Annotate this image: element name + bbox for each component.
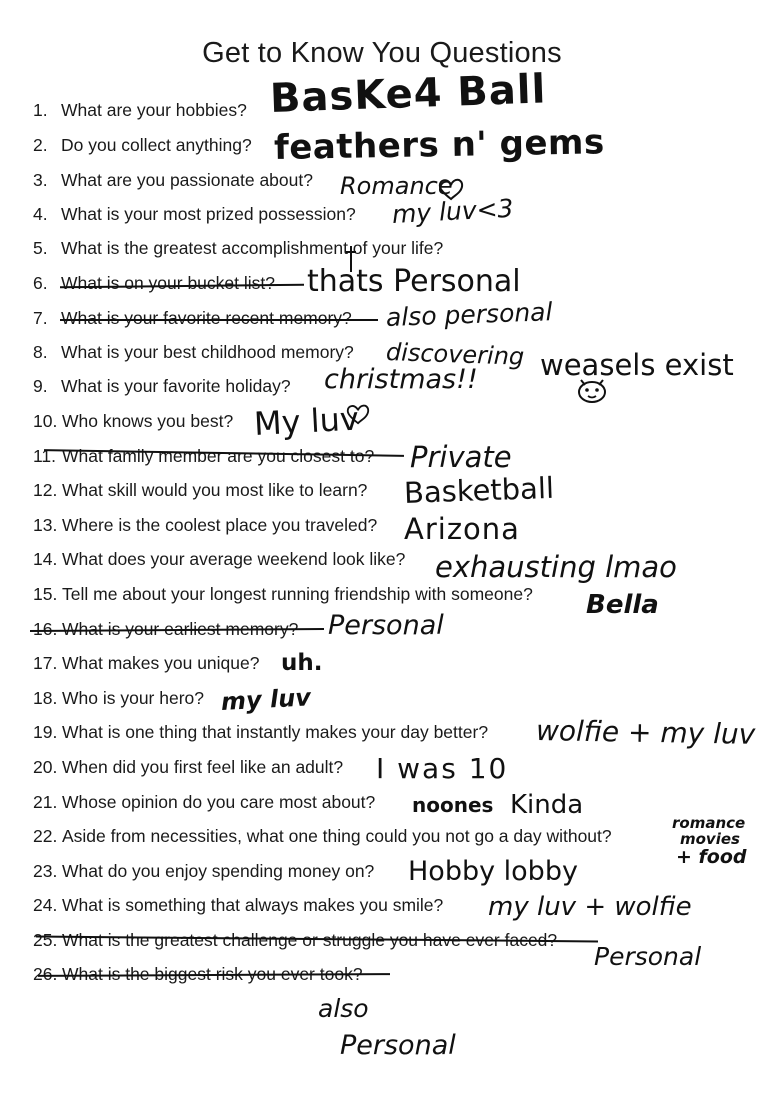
question-number: 18. [33, 688, 58, 708]
question-number: 1. [33, 100, 48, 120]
answer-24: my luv + wolfie [488, 892, 692, 922]
question-number: 26. [33, 964, 58, 984]
answer-13: Arizona [404, 512, 520, 546]
question-number: 4. [33, 204, 48, 224]
question-number: 22. [33, 826, 58, 846]
question-text: What is your earliest memory? [62, 619, 299, 639]
question-1 [33, 100, 247, 120]
question-24 [33, 895, 443, 915]
answer-11: Private [410, 440, 512, 474]
answer-15: Bella [586, 590, 659, 620]
question-text: What is the greatest accomplishment of your life? [61, 238, 444, 258]
answer-26b: Personal [340, 1030, 456, 1061]
question-number: 17. [33, 653, 58, 673]
question-14 [33, 549, 405, 569]
question-15 [33, 584, 533, 604]
answer-14: exhausting lmao [435, 550, 677, 584]
question-text: Who knows you best? [62, 411, 234, 431]
question-text: What are you passionate about? [61, 170, 313, 190]
question-number: 14. [33, 549, 58, 569]
question-3 [33, 170, 313, 190]
page-title: Get to Know You Questions [202, 37, 562, 69]
question-text: What is your best childhood memory? [61, 342, 354, 362]
question-12 [33, 480, 367, 500]
answer-21b: Kinda [510, 790, 584, 820]
strike-q7 [60, 319, 378, 321]
question-text: What is your most prized possession? [61, 204, 356, 224]
answer-25: Personal [594, 942, 702, 971]
question-text: What does your average weekend look like? [62, 549, 406, 569]
question-number: 3. [33, 170, 48, 190]
question-text: What is the greatest challenge or struggle you have ever faced? [62, 930, 558, 950]
answer-7: also personal [385, 297, 553, 332]
question-5 [33, 238, 443, 258]
question-number: 25. [33, 930, 58, 950]
question-text: What is on your bucket list? [61, 273, 275, 293]
question-text: What is your favorite holiday? [61, 376, 291, 396]
question-text: What is one thing that instantly makes your day better? [62, 722, 489, 742]
answer-18: my luv [220, 683, 312, 716]
answer-26a: also [318, 994, 369, 1023]
question-text: What is the biggest risk you ever took? [62, 964, 363, 984]
weasel-face-icon [575, 376, 609, 404]
question-number: 15. [33, 584, 58, 604]
question-number: 9. [33, 376, 48, 396]
question-number: 16. [33, 619, 58, 639]
question-21 [33, 792, 375, 812]
heart-icon-2 [346, 403, 370, 425]
question-text: What family member are you closest to? [62, 446, 375, 466]
question-6 [33, 273, 275, 293]
question-text: What is something that always makes you smile? [62, 895, 444, 915]
question-text: What is your favorite recent memory? [61, 308, 352, 328]
question-number: 12. [33, 480, 58, 500]
question-text: Aside from necessities, what one thing could you not go a day without? [62, 826, 612, 846]
question-13 [33, 515, 377, 535]
question-number: 5. [33, 238, 48, 258]
question-text: What skill would you most like to learn? [62, 480, 368, 500]
answer-8b: weasels exist [540, 348, 734, 382]
question-23 [33, 861, 374, 881]
answer-16: Personal [328, 610, 444, 641]
answer-10: My luv [253, 399, 360, 443]
question-17 [33, 653, 259, 673]
question-8 [33, 342, 354, 362]
answer-23: Hobby lobby [408, 856, 578, 887]
question-text: Where is the coolest place you traveled? [62, 515, 378, 535]
question-number: 24. [33, 895, 58, 915]
question-number: 2. [33, 135, 48, 155]
question-number: 6. [33, 273, 48, 293]
question-7 [33, 308, 352, 328]
answer-17: uh. [281, 650, 323, 676]
question-20 [33, 757, 343, 777]
answer-9: christmas!! [324, 364, 478, 395]
question-text: When did you first feel like an adult? [62, 757, 344, 777]
question-text: What do you enjoy spending money on? [62, 861, 375, 881]
answer-6: thats Personal [307, 264, 521, 299]
question-18 [33, 688, 204, 708]
answer-1: BasKe4 Ball [269, 66, 548, 122]
question-number: 7. [33, 308, 48, 328]
question-4 [33, 204, 356, 224]
answer-2: feathers n' gems [273, 122, 605, 168]
question-9 [33, 376, 291, 396]
question-10 [33, 411, 233, 431]
question-number: 20. [33, 757, 58, 777]
question-number: 19. [33, 722, 58, 742]
question-19 [33, 722, 488, 742]
question-text: Whose opinion do you care most about? [62, 792, 376, 812]
question-number: 10. [33, 411, 58, 431]
question-text: Do you collect anything? [61, 135, 252, 155]
answer-12: Basketball [403, 470, 555, 510]
question-number: 21. [33, 792, 58, 812]
answer-21a: noones [412, 793, 494, 817]
answer-22a: romance [672, 814, 746, 832]
question-text: What makes you unique? [62, 653, 260, 673]
answer-3: Romance [340, 172, 453, 200]
question-number: 13. [33, 515, 58, 535]
question-2 [33, 135, 252, 155]
answer-4: my luv<3 [391, 193, 515, 229]
question-text: Tell me about your longest running friendship with someone? [62, 584, 533, 604]
answer-22b: movies [680, 830, 740, 848]
answer-8a: discovering [385, 338, 525, 371]
question-number: 8. [33, 342, 48, 362]
question-text: Who is your hero? [62, 688, 205, 708]
answer-19: wolfie + my luv [535, 714, 756, 751]
question-number: 23. [33, 861, 58, 881]
question-number: 11. [33, 446, 57, 466]
question-text: What are your hobbies? [61, 100, 247, 120]
answer-22c: + food [676, 846, 747, 868]
answer-20: I was 10 [376, 752, 509, 785]
question-22 [33, 826, 612, 846]
